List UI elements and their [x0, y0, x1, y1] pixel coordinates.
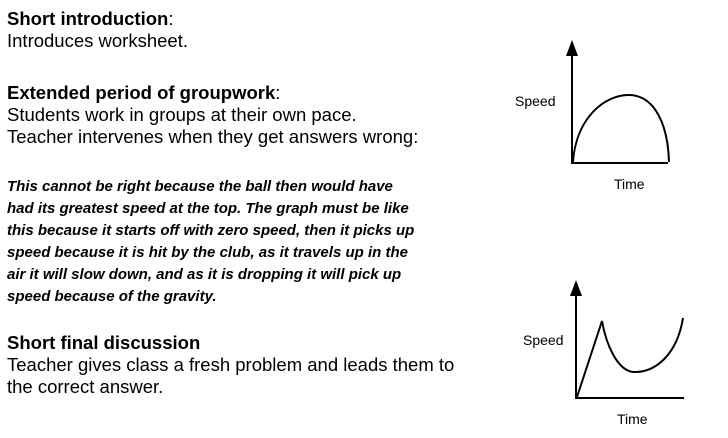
- intro-section: [7, 8, 188, 52]
- graph1-curve: [573, 95, 669, 162]
- graph1-y-arrowhead: [566, 40, 578, 56]
- quote-line-5: air it will slow down, and as it is dropping it will pick up: [7, 266, 402, 283]
- intro-heading: Short introduction: [7, 8, 169, 29]
- intro-heading-colon: :: [168, 8, 174, 29]
- intro-heading-line: [7, 8, 188, 30]
- graph2-ylabel: Speed: [523, 332, 564, 348]
- final-section: [7, 332, 454, 398]
- intro-text: Introduces worksheet.: [7, 30, 188, 51]
- graph2-curve: [577, 318, 683, 397]
- groupwork-heading: Extended period of groupwork: [7, 82, 276, 103]
- groupwork-line-1: Students work in groups at their own pace.: [7, 104, 357, 125]
- quote-line-3: this because it starts off with zero speed, then it picks up: [7, 222, 415, 239]
- quote-line-1: This cannot be right because the ball then would have: [7, 178, 393, 195]
- student-quote: [7, 176, 414, 308]
- groupwork-section: [7, 82, 418, 148]
- final-line-1: Teacher gives class a fresh problem and leads them to: [7, 354, 455, 375]
- final-heading: Short final discussion: [7, 332, 201, 353]
- quote-line-4: speed because it is hit by the club, as it travels up in the: [7, 244, 408, 261]
- quote-line-2: had its greatest speed at the top. The graph must be like: [7, 200, 409, 217]
- graph1-xlabel: Time: [614, 176, 645, 192]
- groupwork-heading-colon: :: [275, 82, 281, 103]
- quote-line-6: speed because of the gravity.: [7, 288, 217, 305]
- graph2-y-arrowhead: [570, 280, 582, 296]
- final-line-2: the correct answer.: [7, 376, 164, 397]
- groupwork-heading-line: [7, 82, 418, 104]
- graph1-ylabel: Speed: [515, 93, 556, 109]
- groupwork-line-2: Teacher intervenes when they get answers wrong:: [7, 126, 419, 147]
- graph2-xlabel: Time: [617, 411, 648, 427]
